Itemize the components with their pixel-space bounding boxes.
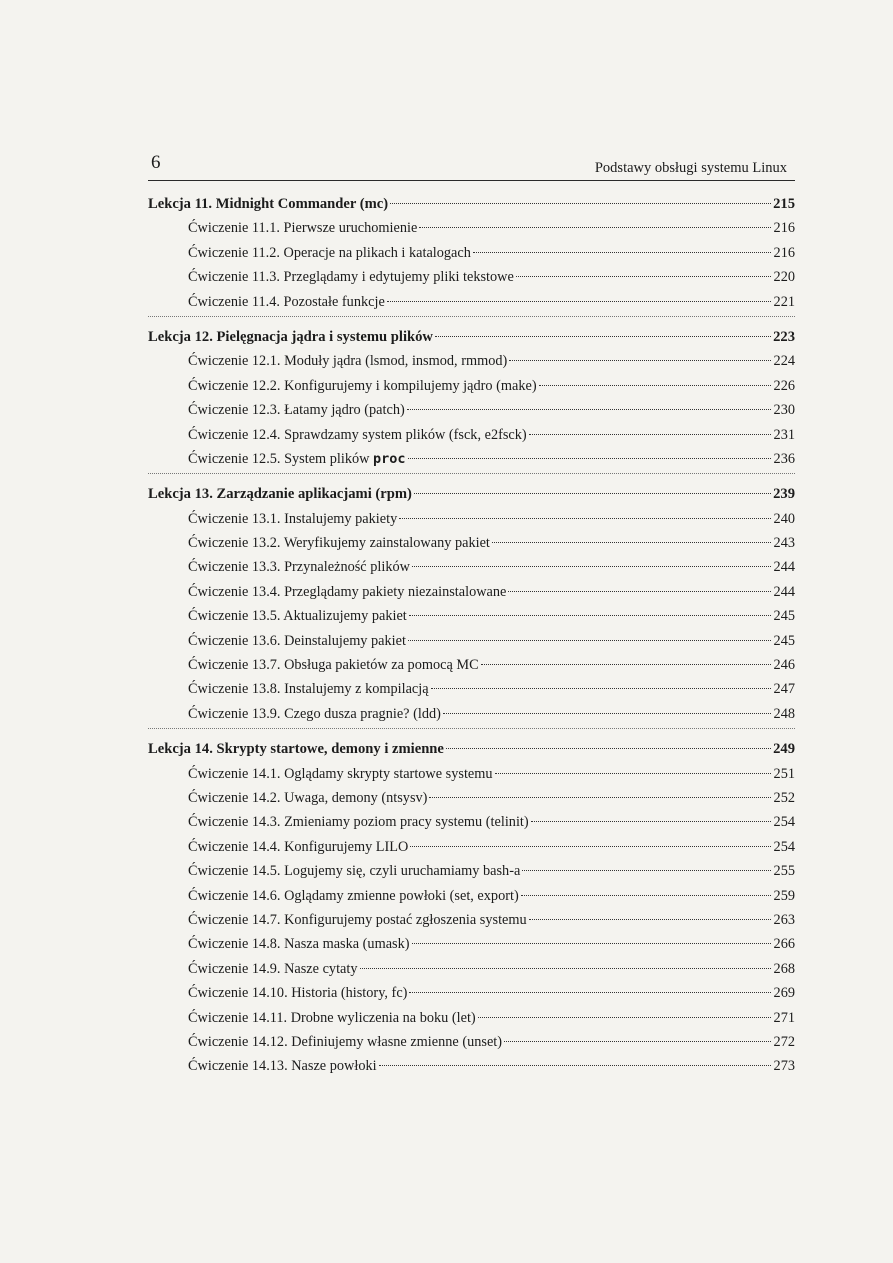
exercise-title (188, 1030, 502, 1054)
exercise-entry (148, 423, 795, 447)
exercise-entry (148, 835, 795, 859)
exercise-title-text: Ćwiczenie 14.13. Nasze powłoki (188, 1058, 377, 1075)
exercise-title-text: Ćwiczenie 12.1. Moduły jądra (lsmod, insmod, rmmod) (188, 353, 508, 370)
exercise-title (188, 555, 410, 579)
dot-leader (435, 336, 771, 337)
exercise-page-number: 263 (773, 911, 795, 928)
exercise-title-text: Ćwiczenie 14.7. Konfigurujemy postać zgłoszenia systemu (188, 911, 527, 928)
exercise-entry (148, 702, 795, 726)
exercise-entry (148, 1006, 795, 1030)
exercise-page-number: 251 (773, 765, 795, 782)
dot-leader (504, 1041, 771, 1042)
exercise-title-text: Ćwiczenie 14.2. Uwaga, demony (ntsysv) (188, 789, 428, 806)
exercise-title (188, 1006, 476, 1030)
exercise-title-text: Ćwiczenie 11.3. Przeglądamy i edytujemy pliki tekstowe (188, 269, 514, 286)
exercise-entry (148, 810, 795, 834)
exercise-title (188, 629, 406, 653)
exercise-title-text: Ćwiczenie 13.8. Instalujemy z kompilacją (188, 681, 429, 698)
exercise-entry (148, 349, 795, 373)
exercise-entry (148, 374, 795, 398)
exercise-title (188, 957, 358, 981)
dot-leader (521, 895, 771, 896)
exercise-title-text: Ćwiczenie 12.5. System plików (188, 450, 370, 467)
lesson-page-number: 249 (773, 741, 795, 758)
exercise-page-number: 254 (773, 838, 795, 855)
dot-leader (387, 301, 771, 302)
exercise-title-text: Ćwiczenie 14.3. Zmieniamy poziom pracy systemu (telinit) (188, 814, 529, 831)
dot-leader (529, 919, 771, 920)
lesson-section (148, 325, 795, 474)
exercise-title (188, 507, 397, 531)
dot-leader (522, 870, 771, 871)
exercise-page-number: 230 (773, 402, 795, 419)
exercise-title-text: Ćwiczenie 12.3. Łatamy jądro (patch) (188, 402, 405, 419)
exercise-title (188, 702, 441, 726)
dot-leader (414, 493, 771, 494)
dot-leader (481, 664, 771, 665)
dot-leader (410, 846, 771, 847)
exercise-page-number: 244 (773, 583, 795, 600)
lesson-title (148, 737, 444, 761)
dot-leader (409, 615, 771, 616)
exercise-entry (148, 531, 795, 555)
exercise-entry (148, 1030, 795, 1054)
dot-leader (390, 203, 771, 204)
running-title: Podstawy obsługi systemu Linux (594, 160, 787, 176)
exercise-title (188, 241, 471, 265)
exercise-title (188, 835, 408, 859)
exercise-page-number: 255 (773, 863, 795, 880)
exercise-title-text: Ćwiczenie 13.1. Instalujemy pakiety (188, 510, 398, 527)
exercise-title-text: Ćwiczenie 11.2. Operacje na plikach i katalogach (188, 244, 471, 261)
exercise-entry (148, 507, 795, 531)
exercise-entry (148, 884, 795, 908)
exercise-page-number: 269 (773, 985, 795, 1002)
dot-leader (360, 968, 771, 969)
lesson-section (148, 192, 795, 317)
exercise-title (188, 374, 537, 398)
exercise-entry (148, 290, 795, 314)
exercise-title (188, 786, 427, 810)
exercise-title-text: Ćwiczenie 13.3. Przynależność plików (188, 559, 410, 576)
exercise-title-text: Ćwiczenie 11.4. Pozostałe funkcje (188, 293, 385, 310)
exercise-page-number: 224 (773, 353, 795, 370)
dot-leader (446, 748, 771, 749)
exercise-title (188, 531, 490, 555)
exercise-page-number: 245 (773, 632, 795, 649)
exercise-title-text: Ćwiczenie 12.2. Konfigurujemy i kompilujemy jądro (make) (188, 377, 537, 394)
lesson-page-number: 223 (773, 328, 795, 345)
exercise-page-number: 271 (773, 1009, 795, 1026)
exercise-page-number: 231 (773, 426, 795, 443)
exercise-title-text: Ćwiczenie 14.4. Konfigurujemy LILO (188, 838, 409, 855)
dot-leader (539, 385, 771, 386)
exercise-page-number: 220 (773, 269, 795, 286)
exercise-page-number: 268 (773, 960, 795, 977)
lesson-title-text: Lekcja 12. Pielęgnacja jądra i systemu plików (148, 328, 433, 345)
exercise-title (188, 265, 514, 289)
lesson-title-text: Lekcja 11. Midnight Commander (mc) (148, 196, 389, 212)
exercise-title-text: Ćwiczenie 13.2. Weryfikujemy zainstalowany pakiet (188, 535, 490, 552)
exercise-page-number: 240 (773, 510, 795, 527)
exercise-entry (148, 604, 795, 628)
exercise-title-text: Ćwiczenie 14.12. Definiujemy własne zmienne (unset) (188, 1033, 503, 1050)
exercise-title-text: Ćwiczenie 14.6. Oglądamy zmienne powłoki (set, export) (188, 887, 519, 904)
exercise-page-number: 246 (773, 657, 795, 674)
exercise-title (188, 349, 507, 373)
exercise-page-number: 226 (773, 377, 795, 394)
exercise-title-text: Ćwiczenie 14.5. Logujemy się, czyli uruchamiamy bash-a (188, 863, 521, 880)
exercise-title (188, 677, 429, 701)
exercise-page-number: 247 (773, 681, 795, 698)
exercise-entry (148, 908, 795, 932)
exercise-entry (148, 629, 795, 653)
exercise-page-number: 245 (773, 608, 795, 625)
exercise-page-number: 273 (773, 1058, 795, 1075)
dot-leader (408, 458, 771, 459)
dot-leader (516, 276, 771, 277)
dot-leader (409, 992, 771, 993)
exercise-page-number: 266 (773, 936, 795, 953)
exercise-page-number: 248 (773, 705, 795, 722)
exercise-title (188, 216, 417, 240)
dot-leader (508, 591, 771, 592)
code-term: proc (373, 450, 406, 467)
lesson-entry (148, 192, 795, 216)
lesson-section (148, 482, 795, 729)
exercise-title-text: Ćwiczenie 14.1. Oglądamy skrypty startowe systemu (188, 765, 493, 782)
exercise-page-number: 244 (773, 559, 795, 576)
exercise-title (188, 398, 405, 422)
exercise-entry (148, 447, 795, 471)
lesson-entry (148, 325, 795, 349)
exercise-entry (148, 762, 795, 786)
dot-leader (443, 713, 771, 714)
exercise-title (188, 423, 527, 447)
exercise-title (188, 653, 479, 677)
exercise-title (188, 981, 407, 1005)
page-number: 6 (151, 152, 161, 173)
exercise-title (188, 290, 385, 314)
exercise-title (188, 447, 406, 471)
exercise-entry (148, 555, 795, 579)
lesson-page-number: 239 (773, 486, 795, 503)
table-of-contents (148, 192, 795, 1089)
exercise-title-text: Ćwiczenie 13.9. Czego dusza pragnie? (ldd) (188, 705, 441, 722)
exercise-title (188, 908, 527, 932)
exercise-title (188, 580, 506, 604)
exercise-title (188, 762, 493, 786)
dot-leader (419, 227, 771, 228)
exercise-title-text: Ćwiczenie 14.8. Nasza maska (umask) (188, 936, 410, 953)
dot-leader (429, 797, 771, 798)
exercise-title (188, 604, 407, 628)
exercise-entry (148, 786, 795, 810)
exercise-title-text: Ćwiczenie 14.10. Historia (history, fc) (188, 985, 408, 1002)
exercise-page-number: 252 (773, 789, 795, 806)
exercise-page-number: 243 (773, 535, 795, 552)
exercise-title (188, 1054, 377, 1078)
exercise-page-number: 216 (773, 244, 795, 261)
dot-leader (399, 518, 771, 519)
lesson-entry (148, 482, 795, 506)
lesson-title (148, 325, 433, 349)
exercise-title-text: Ćwiczenie 14.9. Nasze cytaty (188, 960, 358, 977)
dot-leader (495, 773, 771, 774)
exercise-title (188, 810, 529, 834)
lesson-title (148, 482, 412, 506)
exercise-entry (148, 957, 795, 981)
dot-leader (478, 1017, 771, 1018)
dot-leader (412, 566, 771, 567)
exercise-title (188, 884, 519, 908)
exercise-entry (148, 653, 795, 677)
exercise-page-number: 259 (773, 887, 795, 904)
exercise-title (188, 932, 410, 956)
dot-leader (492, 542, 771, 543)
exercise-entry (148, 859, 795, 883)
exercise-entry (148, 216, 795, 240)
exercise-page-number: 221 (773, 293, 795, 310)
lesson-title (148, 192, 388, 216)
exercise-title-text: Ćwiczenie 12.4. Sprawdzamy system plików (fsck, e2fsck) (188, 426, 527, 443)
dot-leader (379, 1065, 771, 1066)
dot-leader (531, 821, 771, 822)
dot-leader (408, 640, 771, 641)
exercise-title-text: Ćwiczenie 13.6. Deinstalujemy pakiet (188, 632, 406, 649)
lesson-title-text: Lekcja 13. Zarządzanie aplikacjami (rpm) (148, 486, 412, 503)
lesson-page-number: 215 (773, 196, 795, 212)
lesson-entry (148, 737, 795, 761)
exercise-title (188, 859, 520, 883)
exercise-page-number: 216 (773, 220, 795, 237)
lesson-section (148, 737, 795, 1080)
exercise-entry (148, 981, 795, 1005)
lesson-title-text: Lekcja 14. Skrypty startowe, demony i zmienne (148, 741, 444, 758)
exercise-entry (148, 580, 795, 604)
exercise-page-number: 236 (773, 450, 795, 467)
exercise-title-text: Ćwiczenie 11.1. Pierwsze uruchomienie (188, 220, 418, 237)
page-header (148, 152, 795, 181)
exercise-page-number: 272 (773, 1033, 795, 1050)
exercise-entry (148, 677, 795, 701)
exercise-entry (148, 1054, 795, 1078)
dot-leader (473, 252, 771, 253)
exercise-entry (148, 241, 795, 265)
dot-leader (407, 409, 771, 410)
exercise-title-text: Ćwiczenie 13.7. Obsługa pakietów za pomocą MC (188, 657, 479, 674)
exercise-title-text: Ćwiczenie 13.4. Przeglądamy pakiety niezainstalowane (188, 583, 507, 600)
exercise-title-text: Ćwiczenie 14.11. Drobne wyliczenia na boku (let) (188, 1009, 476, 1026)
exercise-entry (148, 932, 795, 956)
exercise-entry (148, 398, 795, 422)
exercise-page-number: 254 (773, 814, 795, 831)
dot-leader (529, 434, 771, 435)
dot-leader (509, 360, 771, 361)
dot-leader (431, 688, 771, 689)
exercise-title-text: Ćwiczenie 13.5. Aktualizujemy pakiet (188, 608, 407, 625)
exercise-entry (148, 265, 795, 289)
dot-leader (412, 943, 771, 944)
